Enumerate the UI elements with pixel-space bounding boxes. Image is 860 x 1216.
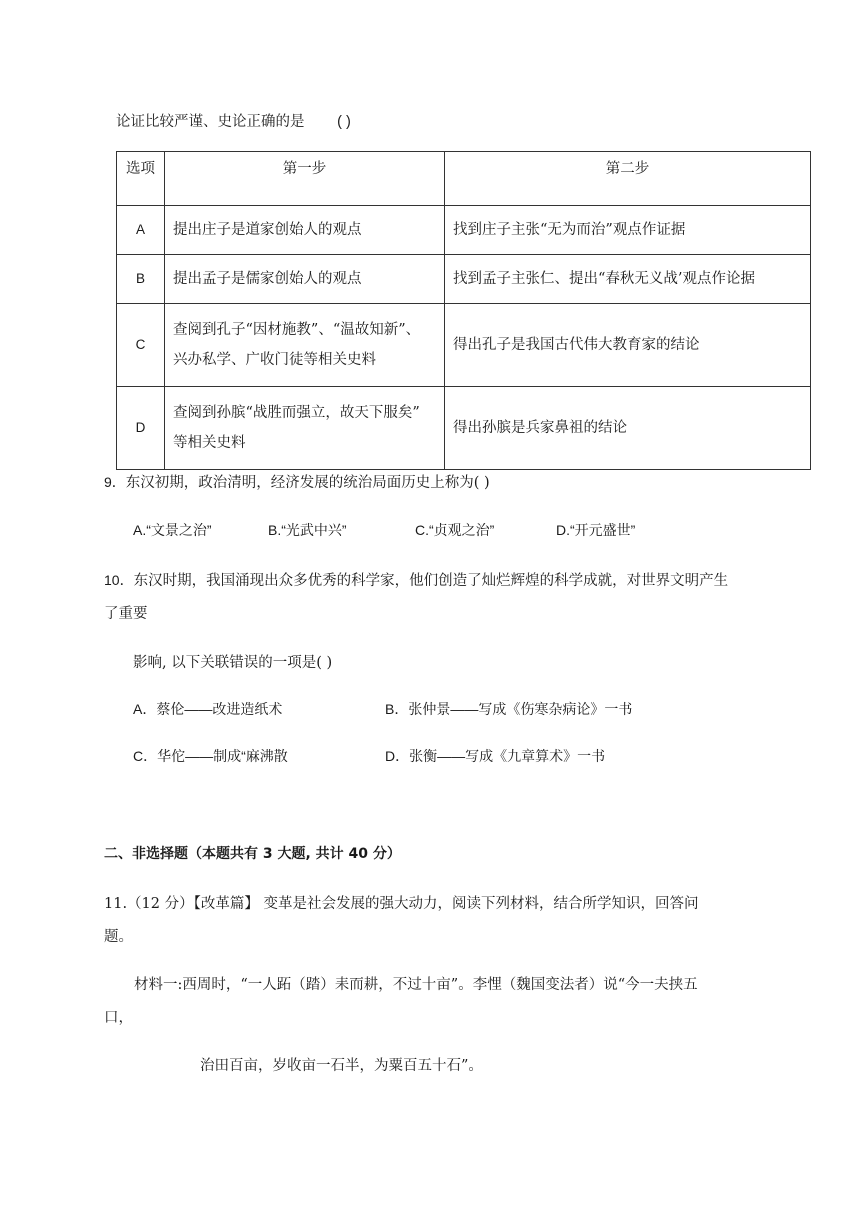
table-header-option: 选项 [117, 152, 165, 206]
table-header-step2: 第二步 [445, 152, 811, 206]
row-step1-line: 查阅到孙膑“战胜而强立，故天下服矣” [173, 405, 420, 421]
q9-option-d: D.“开元盛世” [556, 522, 636, 538]
q9-option-b: B.“光武中兴” [268, 522, 347, 538]
material-1-line3: 治田百亩，岁收亩一石半，为粟百五十石”。 [200, 1058, 483, 1074]
answer-paren: ( ) [337, 114, 351, 130]
question-10-line1: 东汉时期，我国涌现出众多优秀的科学家，他们创造了灿烂辉煌的科学成就，对世界文明产生 [133, 573, 729, 589]
row-step1-line: 兴办私学、广收门徒等相关史料 [173, 352, 376, 368]
table-row [117, 206, 811, 255]
question-9-stem [104, 471, 490, 492]
q10-option-c: C．华佗——制成“麻沸散 [133, 748, 288, 764]
question-9-text: 东汉初期，政治清明，经济发展的统治局面历史上称为( ) [125, 475, 490, 491]
material-1-line1: 材料一:西周时，“一人跖（踏）耒而耕，不过十亩”。李悝（魏国变法者）说“今一夫挟五 [134, 977, 698, 993]
row-letter: A [117, 206, 165, 255]
question-10-number: 10． [104, 572, 134, 588]
question-11-line2: 题。 [104, 929, 133, 945]
q10-option-d: D．张衡——写成《九章算术》一书 [385, 748, 606, 764]
question-10-line3: 影响, 以下关联错误的一项是( ) [133, 655, 333, 671]
q9-option-c: C.“贞观之治” [415, 522, 495, 538]
row-step2: 得出孙膑是兵家鼻祖的结论 [445, 387, 811, 470]
row-letter: C [117, 304, 165, 387]
q9-option-a: A.“文景之治” [133, 522, 212, 538]
table-row [117, 387, 811, 470]
table-row [117, 304, 811, 387]
table-header-row [117, 152, 811, 206]
row-step2: 找到庄子主张“无为而治”观点作证据 [445, 206, 811, 255]
row-letter: D [117, 387, 165, 470]
options-table [116, 151, 811, 470]
q10-option-b: B．张仲景——写成《伤寒杂病论》一书 [385, 701, 633, 717]
row-step1 [165, 206, 445, 255]
question-8-stem-text: 论证比较严谨、史论正确的是 [116, 114, 305, 130]
row-step1-line: 提出孟子是儒家创始人的观点 [173, 271, 362, 287]
row-step1-line: 查阅到孔子“因材施教”、“温故知新”、 [173, 322, 421, 338]
q10-option-a: A．蔡伦——改进造纸术 [133, 701, 283, 717]
row-step1 [165, 304, 445, 387]
table-row [117, 255, 811, 304]
row-step1 [165, 387, 445, 470]
row-letter: B [117, 255, 165, 304]
question-8-stem [116, 110, 351, 131]
row-step1 [165, 255, 445, 304]
section-2-title: 二、非选择题（本题共有 3 大题, 共计 40 分） [104, 846, 401, 862]
row-step2: 找到孟子主张仁、提出“春秋无义战’观点作论据 [445, 255, 811, 304]
row-step1-line: 提出庄子是道家创始人的观点 [173, 222, 362, 238]
question-10-line2: 了重要 [104, 606, 148, 622]
question-10-stem [104, 569, 728, 590]
table-header-step1: 第一步 [165, 152, 445, 206]
material-1-line2: 口， [104, 1010, 133, 1026]
row-step2: 得出孔子是我国古代伟大教育家的结论 [445, 304, 811, 387]
question-9-number: 9． [104, 474, 126, 490]
question-11-line1: 11.（12 分）【改革篇】 变革是社会发展的强大动力，阅读下列材料，结合所学知识，回答问 [104, 896, 699, 912]
row-step1-line: 等相关史料 [173, 435, 246, 451]
